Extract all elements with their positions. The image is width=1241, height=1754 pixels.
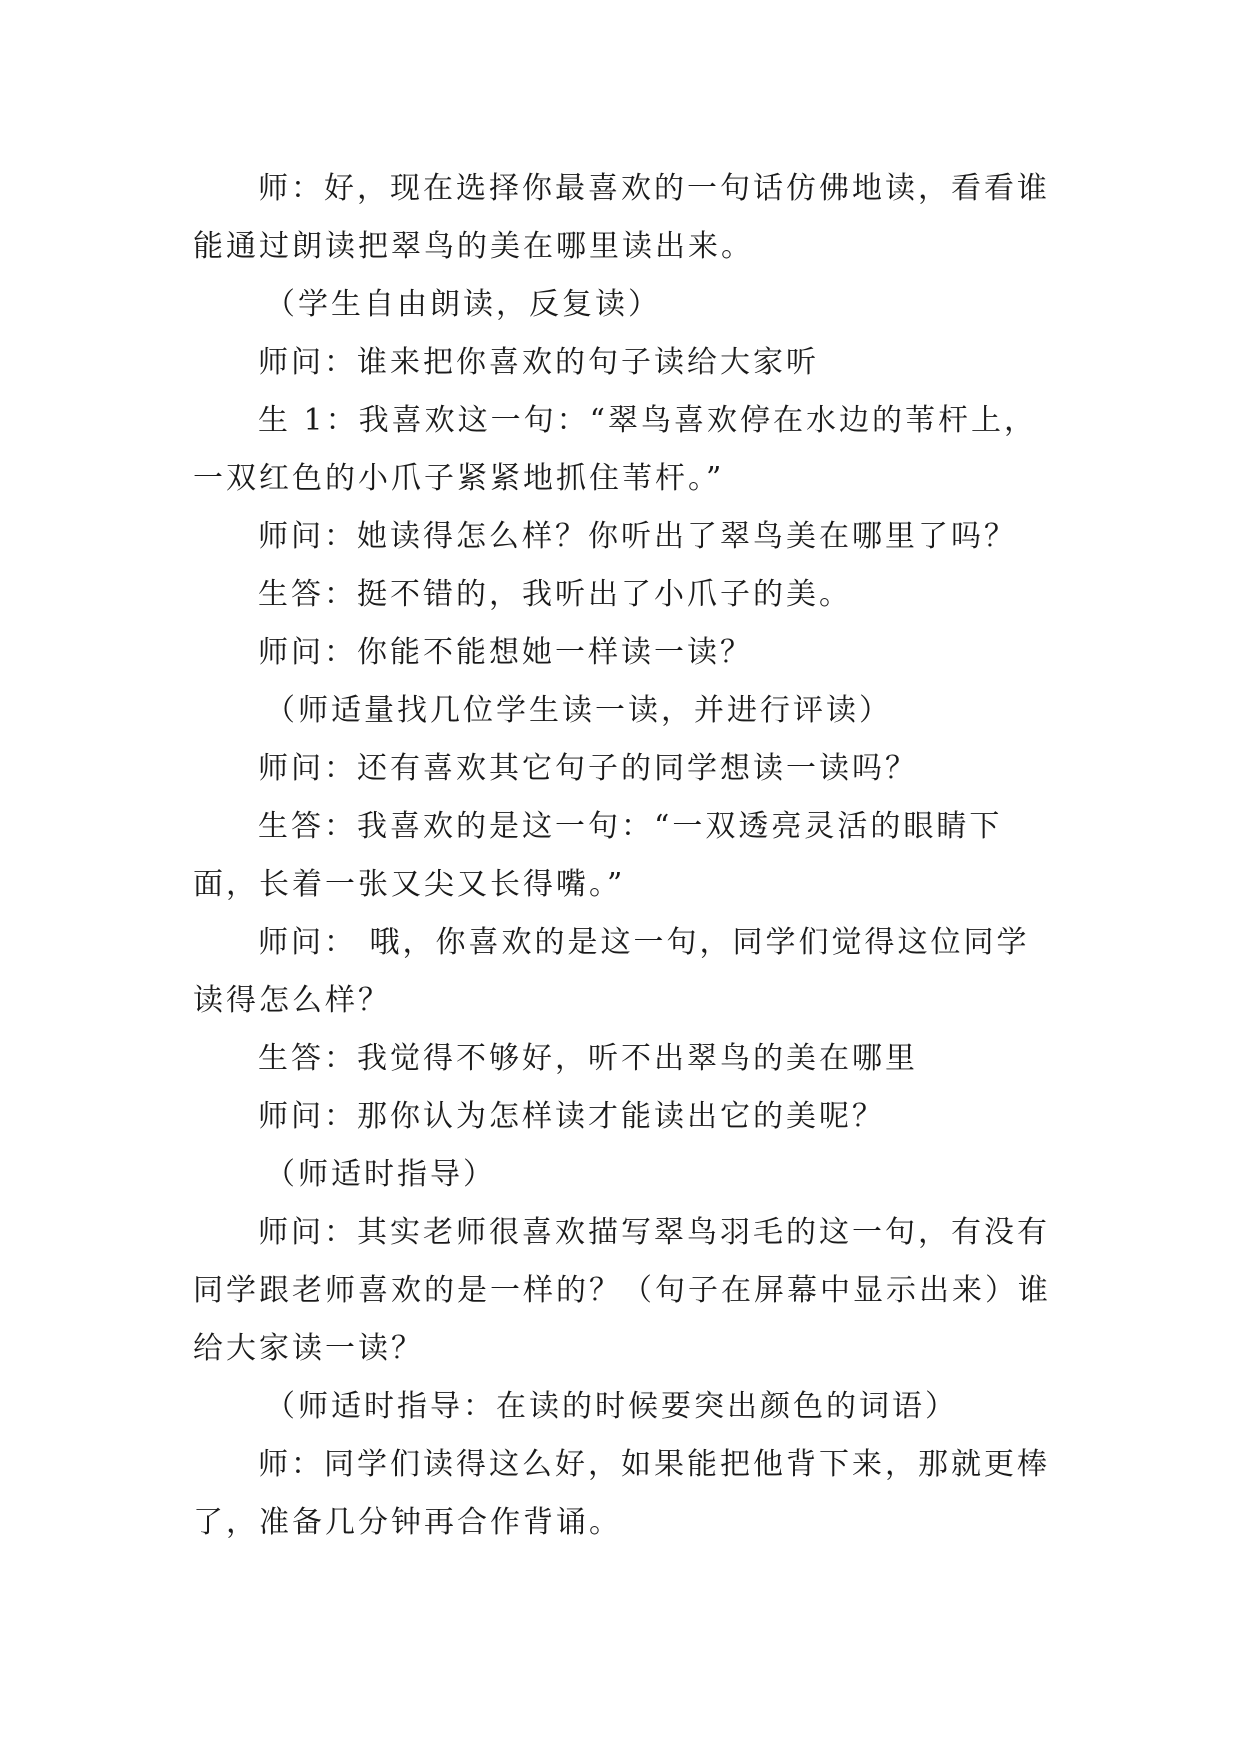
- paragraph-student-answer: 生答：我觉得不够好，听不出翠鸟的美在哪里: [258, 1041, 918, 1076]
- paragraph-teacher-question: 师问：那你认为怎样读才能读出它的美呢？: [258, 1099, 885, 1134]
- paragraph-teacher-question: 师问：你能不能想她一样读一读？: [258, 635, 753, 670]
- paragraph-teacher-question: 师问：谁来把你喜欢的句子读给大家听: [258, 345, 819, 380]
- paragraph-teacher-question: 师问：还有喜欢其它句子的同学想读一读吗？: [258, 751, 918, 786]
- paragraph-teacher-question: 师问：其实老师很喜欢描写翠鸟羽毛的这一句，有没有同学跟老师喜欢的是一样的？（句子在屏幕中显示出来）谁给大家读一读？: [193, 1215, 1051, 1366]
- paragraph-stage-note: （师适时指导：在读的时候要突出颜色的词语）: [265, 1389, 958, 1424]
- paragraph-stage-note: （师适时指导）: [265, 1157, 496, 1192]
- paragraph-student-answer: 生 1：我喜欢这一句：“翠鸟喜欢停在水边的苇杆上，一双红色的小爪子紧紧地抓住苇杆。”: [193, 403, 1037, 496]
- paragraph-teacher-question: 师问： 哦，你喜欢的是这一句，同学们觉得这位同学读得怎么样？: [193, 925, 1030, 1018]
- paragraph-stage-note: （学生自由朗读，反复读）: [265, 287, 661, 322]
- paragraph-student-answer: 生答：我喜欢的是这一句：“一双透亮灵活的眼睛下面，长着一张又尖又长得嘴。”: [193, 809, 1003, 902]
- paragraph-teacher-instruction: 师：同学们读得这么好，如果能把他背下来，那就更棒了，准备几分钟再合作背诵。: [193, 1447, 1050, 1540]
- paragraph-student-answer: 生答：挺不错的，我听出了小爪子的美。: [258, 577, 852, 612]
- paragraph-teacher-instruction: 师：好，现在选择你最喜欢的一句话仿佛地读，看看谁能通过朗读把翠鸟的美在哪里读出来。: [193, 171, 1050, 264]
- paragraph-stage-note: （师适量找几位学生读一读，并进行评读）: [265, 693, 892, 728]
- paragraph-teacher-question: 师问：她读得怎么样？你听出了翠鸟美在哪里了吗？: [258, 519, 1017, 554]
- document-body: [193, 160, 1053, 1552]
